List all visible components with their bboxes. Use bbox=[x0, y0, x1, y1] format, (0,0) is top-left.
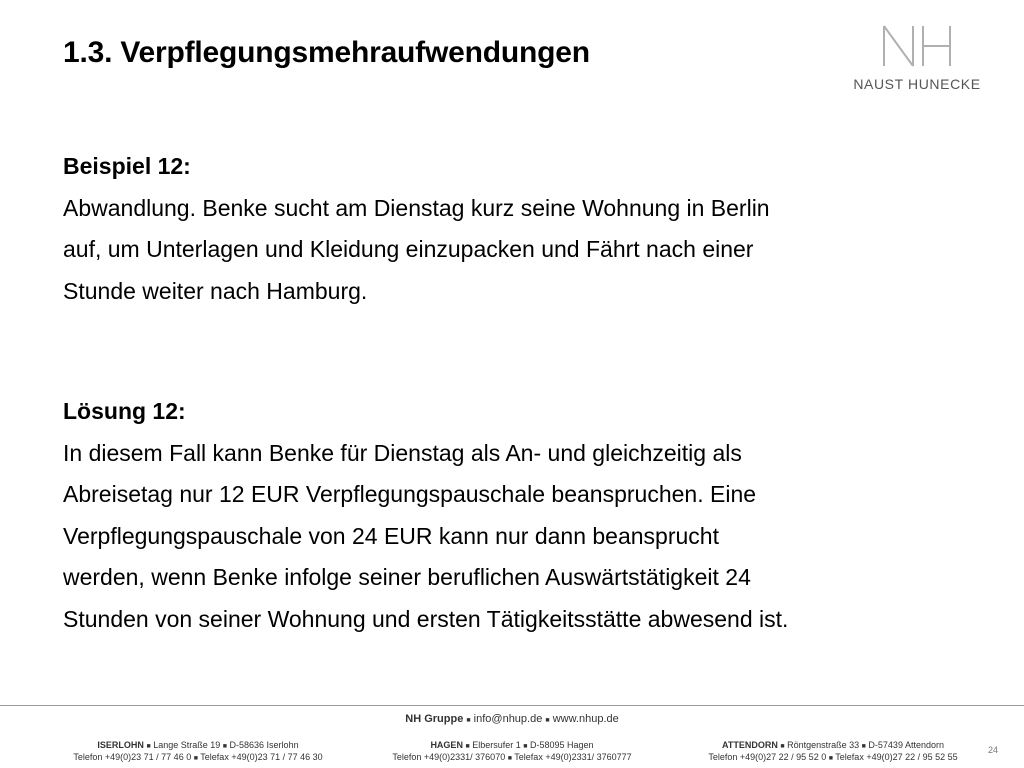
office-attendorn bbox=[683, 740, 983, 764]
office-address-line bbox=[362, 740, 662, 752]
example-line: Stunde weiter nach Hamburg. bbox=[63, 277, 368, 304]
footer-separator: ■ bbox=[465, 743, 470, 750]
office-city: ATTENDORN bbox=[722, 740, 778, 750]
solution-line: werden, wenn Benke infolge seiner beruflichen Auswärtstätigkeit 24 bbox=[63, 564, 751, 590]
office-fax: Telefax +49(0)2331/ 3760777 bbox=[514, 752, 632, 762]
solution-line: Verpflegungspauschale von 24 EUR kann nur dann beansprucht bbox=[63, 522, 719, 549]
solution-line: Abreisetag nur 12 EUR Verpflegungspauschale beanspruchen. Eine bbox=[63, 481, 757, 507]
footer-divider bbox=[0, 705, 1024, 706]
solution-line: In diesem Fall kann Benke für Dienstag als An- und gleichzeitig als bbox=[63, 439, 742, 466]
office-fax: Telefax +49(0)27 22 / 95 52 55 bbox=[835, 752, 958, 762]
office-phone-line bbox=[362, 752, 662, 764]
solution-line: Stunden von seiner Wohnung und ersten Tätigkeitsstätte abwesend ist. bbox=[63, 605, 789, 632]
example-line: auf, um Unterlagen und Kleidung einzupacken und Fährt nach einer bbox=[63, 236, 754, 262]
footer-email: info@nhup.de bbox=[473, 713, 543, 725]
office-phone: Telefon +49(0)2331/ 376070 bbox=[392, 752, 506, 762]
office-phone-line bbox=[48, 752, 348, 764]
solution-heading: Lösung 12: bbox=[63, 398, 186, 424]
office-postal: D-58636 Iserlohn bbox=[229, 740, 299, 750]
office-city: ISERLOHN bbox=[97, 740, 144, 750]
office-hagen bbox=[362, 740, 662, 764]
footer-website: www.nhup.de bbox=[552, 713, 619, 725]
example-heading: Beispiel 12: bbox=[63, 153, 191, 179]
footer-separator: ■ bbox=[828, 755, 833, 762]
company-logo bbox=[836, 24, 996, 94]
footer-contact bbox=[0, 713, 1024, 725]
office-city: HAGEN bbox=[430, 740, 463, 750]
page-number: 24 bbox=[988, 745, 999, 755]
example-section bbox=[63, 146, 770, 312]
footer-separator: ■ bbox=[545, 717, 550, 724]
footer-separator: ■ bbox=[146, 743, 151, 750]
office-street: Röntgenstraße 33 bbox=[787, 740, 860, 750]
footer-group-name: NH Gruppe bbox=[405, 713, 464, 725]
example-line: Abwandlung. Benke sucht am Dienstag kurz seine Wohnung in Berlin bbox=[63, 194, 770, 221]
footer-separator: ■ bbox=[466, 717, 471, 724]
office-fax: Telefax +49(0)23 71 / 77 46 30 bbox=[200, 752, 323, 762]
slide-title: 1.3. Verpflegungsmehraufwendungen bbox=[63, 36, 590, 69]
office-postal: D-57439 Attendorn bbox=[868, 740, 944, 750]
office-phone-line bbox=[683, 752, 983, 764]
footer-separator: ■ bbox=[222, 743, 228, 750]
office-address-line bbox=[683, 740, 983, 752]
office-phone: Telefon +49(0)23 71 / 77 46 0 bbox=[73, 752, 192, 762]
office-street: Lange Straße 19 bbox=[153, 740, 221, 750]
footer-separator: ■ bbox=[861, 743, 866, 750]
office-phone: Telefon +49(0)27 22 / 95 52 0 bbox=[708, 752, 827, 762]
office-postal: D-58095 Hagen bbox=[530, 740, 594, 750]
office-address-line bbox=[48, 740, 348, 752]
footer-separator: ■ bbox=[193, 755, 198, 762]
nh-logo-mark bbox=[881, 24, 953, 68]
footer-separator: ■ bbox=[780, 743, 785, 750]
footer-separator: ■ bbox=[507, 755, 512, 762]
footer-separator: ■ bbox=[523, 743, 528, 750]
solution-section bbox=[63, 391, 788, 640]
office-street: Elbersufer 1 bbox=[472, 740, 521, 750]
logo-company-name: NAUST HUNECKE bbox=[853, 76, 981, 92]
office-iserlohn bbox=[48, 740, 348, 764]
